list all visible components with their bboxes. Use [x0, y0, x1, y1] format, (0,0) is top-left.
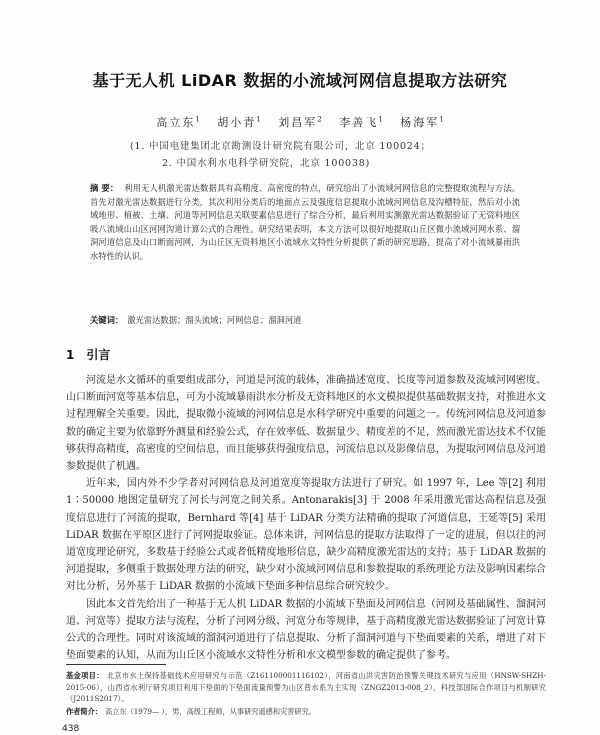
footnote-author-bio: [66, 706, 546, 718]
author: 李善飞$^1$: [339, 115, 383, 129]
footnote-label: 基金项目：: [66, 671, 104, 680]
affiliation: 2. 中国水利水电科学研究院，北京 100038): [162, 158, 371, 169]
abstract-label: 摘 要：: [90, 183, 119, 193]
abstract: [90, 182, 520, 264]
paragraph: 河流是水文循环的重要组成部分，河道是河流的载体，准确描述宽度、长度等河道参数及流域河网密度、山口断面河宽等基本信息，可为小流域暴雨洪水分析及无资料地区的水文模拟提供基础数据支持，对推进水文过程理解全关重要。因此，提取微小流域的河网信息是水科学研究中重要的问题之一。传统河网信息及河道参数的确定主要为依靠野外测量和经验公式，存在效率低、数据量少、精度差的不足，然而激光雷达技术不仅能够获得高精度，高密度的空间信息，而且能够获得强度信息，河流信息以及影像信息，为提取河网信息及河道参数提供了机遇。: [66, 375, 546, 473]
paragraph: 因此本文首先给出了一种基于无人机 LiDAR 数据的小流域下垫面及河网信息（河网及基础属性、溜洞河道、河宽等）提取方法与流程，分析了河网分级、河宽分布等规律，基于高精度激光雷达数据验证了河宽计算公式的合理性。同时对该流域的溜洞河道进行了信息提取、分析了溜洞河道与下垫面要素的关系，增进了对下垫面要素的认知，从而为山丘区小流域水文特性分析和水文模型参数的确定提供了参考。: [66, 598, 546, 662]
footnote-funding: [66, 670, 546, 705]
author: 刘昌军$^2$: [278, 115, 322, 129]
section-title: 引言: [86, 348, 111, 362]
footnote-text: 北京市水土保持基础技术应用研究与示范（Z161100001116102），河南省山洪灾害防治预警关键技术研究与应用（HNSW-SHZH-2015-06），山西省水利厅研究项目利用下垫面的下垫面流量预警为山区普水系为主实现（ZNGZ2013-008_2），科技部国际合作项目与机制研究（J2011S2017）。: [66, 671, 546, 703]
keywords-label: 关键词：: [90, 315, 124, 325]
footnote-text: 高立东（1979— ），男，高级工程师，从事研究遥感和灾害研究。: [104, 707, 316, 716]
author: 高立东$^1$: [156, 115, 200, 129]
body-text: [66, 372, 546, 664]
keywords: [90, 314, 520, 326]
abstract-text: 利用无人机激光雷达数据具有高精度、高密度的特点，研究给出了小流域河网信息的完整提取流程与方法。首先对激光雷达数据进行分类，其次利用分类后的地面点云及强度信息提取小流域河网信息及沟槽特征，然后对小流域地形、植被、土壤、河道等河网信息关联要素信息进行了综合分析，最后利用实测激光雷达数据验证了无资料地区吸八流域山山区河网沟道计算公式的合理性。研究结果表明，本文方法可以很好地提取山丘区微小流域河网水系、溜洞河道信息及山口断面河网，为山丘区无资料地区小流域水文特性分析提供了新的研究思路，提高了对小流域暴雨洪水特性的认识。: [90, 183, 520, 261]
paragraph: 近年来，国内外不少学者对河网信息及河道宽度等提取方法进行了研究。如 1997 年，Lee 等[2] 利用 1∶50000 地图定量研究了河长与河宽之间关系。Antonarakis[3] 于 2008 年采用激光雷达高程信息及强度信息进行了河流的提取，Bernhard 等[4] 基于 LiDAR 分类方法精确的提取了河道信息，王延等[5] 采用 LiDAR 数据在平原区进行了河网提取验证。总体来讲，河网信息的提取方法取得了一定的进展，但以往的河道宽度理论研究，多数基于经验公式或者低精度地形信息，缺少高精度激光雷达的支持；基于 LiDAR 数据的河道提取，多侧重于数据处理方法的研究，缺少对小流域河网信息和参数提取的系统理论方法及影响因素综合对比分析，另外基于 LiDAR 数据的小流域下垫面多种信息综合研究较少。: [66, 478, 546, 593]
footnote-divider: [66, 664, 166, 665]
page-number: 438: [62, 724, 80, 734]
section-number: 1: [66, 348, 75, 362]
author: 杨海军$^1$: [400, 115, 444, 129]
keywords-text: 激光雷达数据；溜头流域；河网信息；溜洞河道: [127, 315, 302, 325]
section-heading: [66, 346, 110, 363]
paper-title: 基于无人机 LiDAR 数据的小流域河网信息提取方法研究: [92, 71, 508, 90]
author-list: [0, 114, 600, 130]
footnote-label: 作者简介：: [66, 707, 102, 716]
author: 胡小青$^1$: [217, 115, 261, 129]
affiliation: (1. 中国电建集团北京勘测设计研究院有限公司，北京 100024；: [130, 141, 431, 152]
